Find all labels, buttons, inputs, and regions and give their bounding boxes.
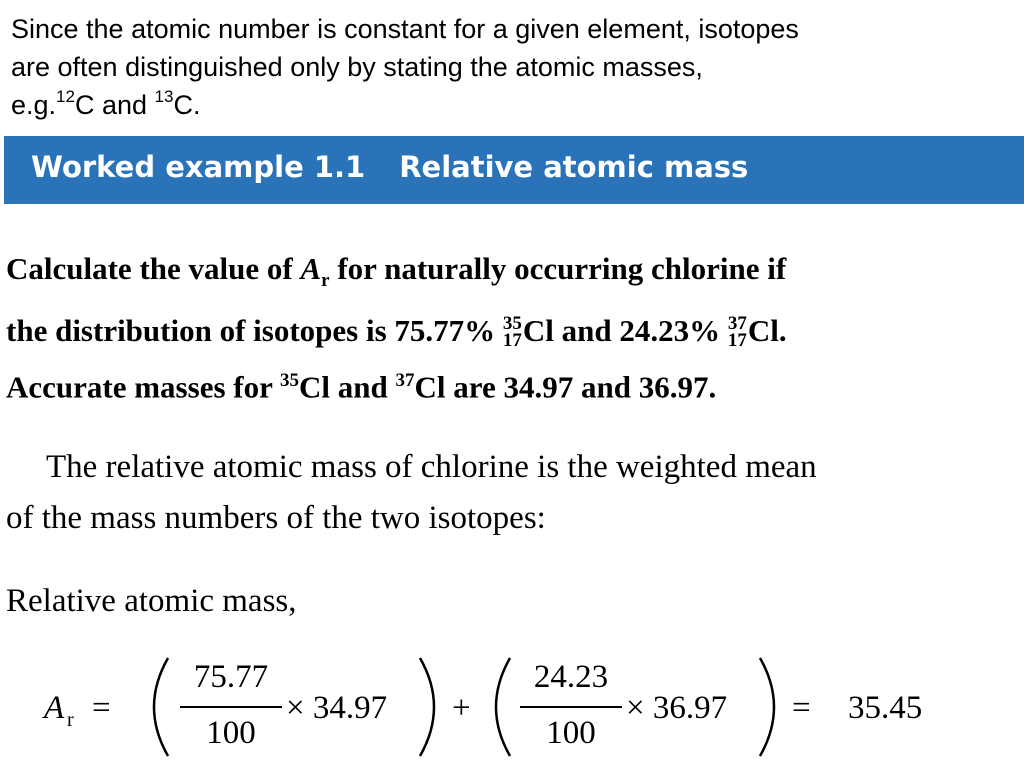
cl-symbol-2: Cl.	[747, 313, 787, 349]
explanation-paragraph	[6, 442, 1022, 544]
question-text-5: Accurate masses for	[6, 369, 281, 405]
banner-heading	[31, 150, 748, 184]
left-paren-1	[154, 658, 168, 756]
paragraph-text-1: The relative atomic mass of chlorine is the weighted mean	[46, 449, 817, 485]
cl35-atomic-number: 17	[502, 330, 522, 352]
cl-symbol-1: Cl	[522, 313, 554, 349]
and-text: and	[94, 90, 155, 120]
c13-mass: 13	[154, 87, 174, 106]
eq-a-symbol: A	[44, 690, 65, 726]
cl37-atomic-number: 17	[727, 330, 747, 352]
cl37-mass-number: 37	[727, 313, 747, 335]
m35-superscript: 35	[280, 370, 300, 392]
intro-line-3	[11, 86, 1016, 124]
multiply-34-97: × 34.97	[286, 690, 388, 726]
ar-subscript: r	[321, 270, 330, 292]
eg-text: e.g.	[11, 90, 57, 120]
question-text-2: for naturally occurring chlorine if	[329, 251, 787, 286]
eq-equals-2: =	[792, 690, 811, 726]
relative-atomic-mass-label: Relative atomic mass,	[6, 583, 297, 619]
fraction-2-numerator: 24.23	[533, 659, 609, 695]
question-text-4: and 24.23%	[553, 313, 728, 349]
question-text-1: Calculate the value of	[6, 251, 301, 286]
fraction-2-denominator: 100	[546, 715, 596, 751]
fraction-1-denominator: 100	[206, 715, 256, 751]
ar-symbol: A	[300, 251, 322, 286]
c12-symbol: C	[74, 90, 95, 120]
question-line-3	[6, 356, 1022, 412]
equation-svg	[40, 650, 1000, 760]
banner-label: Worked example 1.1	[31, 150, 366, 184]
eq-plus: +	[452, 690, 471, 726]
intro-line-2: are often distinguished only by stating the atomic masses,	[11, 52, 703, 82]
worked-example-banner	[4, 136, 1024, 204]
right-paren-2	[760, 658, 774, 756]
c12-mass: 12	[56, 87, 75, 106]
question-line-2	[6, 306, 1022, 356]
eq-equals-1: =	[92, 690, 111, 726]
multiply-36-97: × 36.97	[626, 690, 728, 726]
fraction-1-numerator: 75.77	[193, 659, 269, 695]
cl35-mass-number: 35	[502, 313, 522, 335]
paragraph-line-1	[6, 442, 1022, 493]
eq-r-subscript: r	[67, 709, 74, 731]
question-line-1	[6, 244, 1022, 306]
right-paren-1	[420, 658, 434, 756]
intro-text	[11, 10, 1016, 124]
cl37-nuclide	[727, 313, 747, 352]
question-text-3: the distribution of isotopes is 75.77%	[6, 313, 503, 349]
equation	[40, 650, 1000, 760]
question-text-6: Cl and	[299, 369, 396, 405]
m37-superscript: 37	[395, 370, 415, 392]
question-text	[6, 244, 1022, 413]
question-text-7: Cl are 34.97 and 36.97.	[414, 369, 717, 405]
eq-result: 35.45	[848, 690, 923, 726]
paragraph-line-2: of the mass numbers of the two isotopes:	[6, 500, 546, 536]
banner-title: Relative atomic mass	[399, 150, 749, 184]
cl35-nuclide	[502, 313, 522, 352]
c13-symbol: C.	[173, 90, 201, 120]
left-paren-2	[496, 658, 510, 756]
intro-line-1: Since the atomic number is constant for a given element, isotopes	[11, 14, 799, 44]
